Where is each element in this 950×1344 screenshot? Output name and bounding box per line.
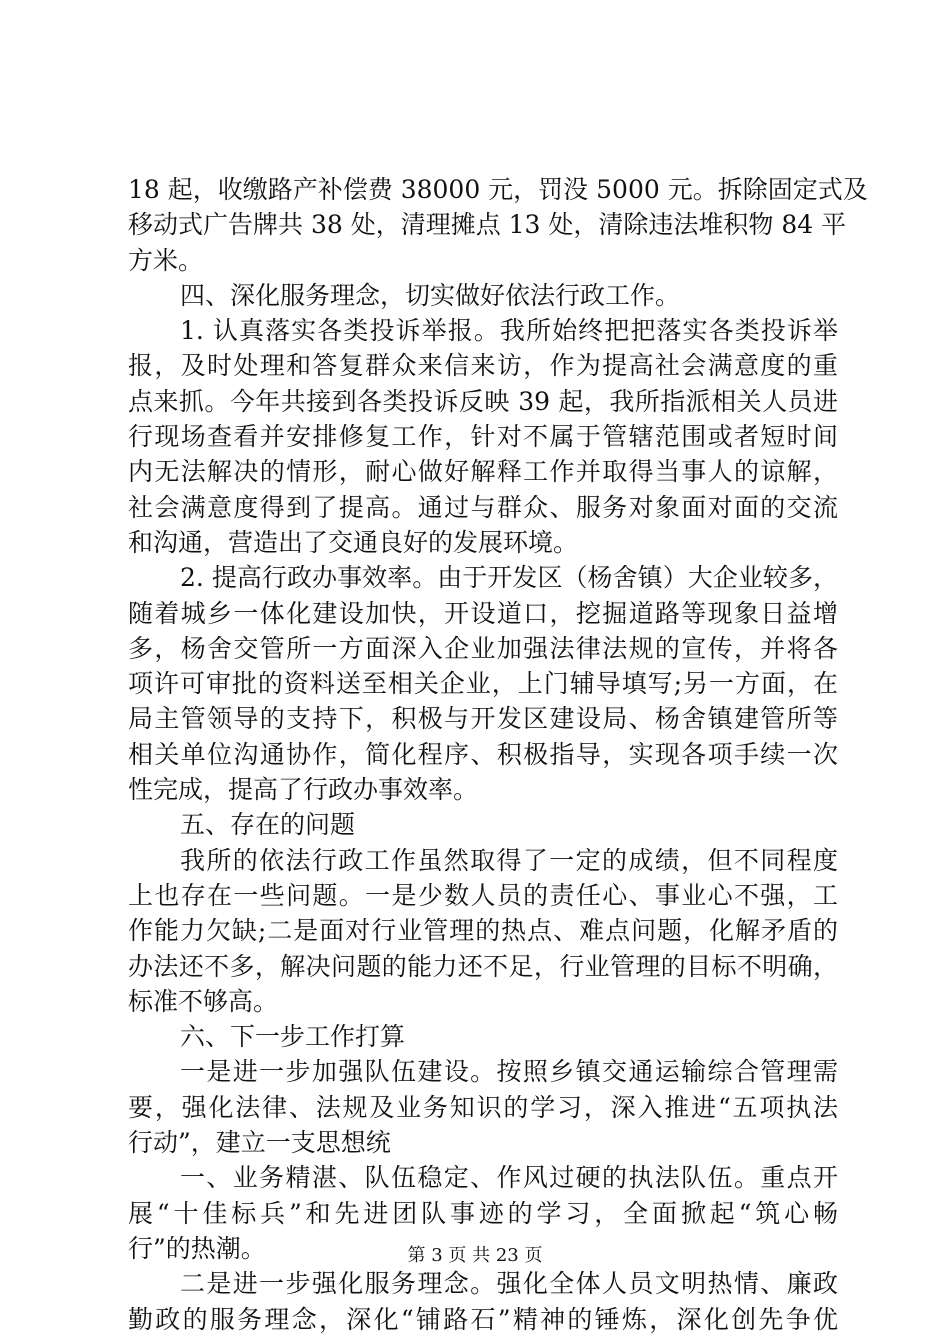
paragraph-line: 随着城乡一体化建设加快，开设道口，挖掘道路等现象日益增 (128, 598, 838, 628)
paragraph-line: 我所的依法行政工作虽然取得了一定的成绩，但不同程度 (180, 845, 838, 875)
paragraph-line: 要，强化法律、法规及业务知识的学习，深入推进“五项执法 (128, 1092, 838, 1122)
paragraph-line: 18 起，收缴路产补偿费 38000 元，罚没 5000 元。拆除固定式及 (128, 175, 868, 204)
paragraph-line: 和沟通，营造出了交通良好的发展环境。 (128, 527, 579, 557)
paragraph-line: 1. 认真落实各类投诉举报。我所始终把把落实各类投诉举 (180, 316, 838, 346)
paragraph-line: 四、深化服务理念，切实做好依法行政工作。 (180, 280, 681, 310)
paragraph-line: 勤政的服务理念，深化“铺路石”精神的锤炼，深化创先争优 (128, 1304, 838, 1334)
paragraph-line: 内无法解决的情形，耐心做好解释工作并取得当事人的谅解， (128, 457, 838, 487)
paragraph-line: 一是进一步加强队伍建设。按照乡镇交通运输综合管理需 (180, 1057, 838, 1087)
paragraph-line: 六、下一步工作打算 (180, 1022, 406, 1052)
paragraph-line: 二是进一步强化服务理念。强化全体人员文明热情、廉政 (180, 1269, 838, 1299)
page-footer: 第 3 页 共 23 页 (407, 1245, 543, 1266)
paragraph-line: 社会满意度得到了提高。通过与群众、服务对象面对面的交流 (128, 492, 838, 522)
paragraph-line: 相关单位沟通协作，简化程序、积极指导，实现各项手续一次 (128, 739, 838, 769)
paragraph-line: 项许可审批的资料送至相关企业，上门辅导填写;另一方面，在 (128, 669, 838, 699)
paragraph-line: 办法还不多，解决问题的能力还不足，行业管理的目标不明确， (128, 951, 838, 981)
paragraph-line: 行现场查看并安排修复工作，针对不属于管辖范围或者短时间 (128, 422, 838, 452)
paragraph-line: 点来抓。今年共接到各类投诉反映 39 起，我所指派相关人员进 (128, 386, 838, 416)
paragraph-line: 报，及时处理和答复群众来信来访，作为提高社会满意度的重 (128, 351, 838, 381)
paragraph-line: 性完成，提高了行政办事效率。 (128, 775, 479, 805)
paragraph-line: 展“十佳标兵”和先进团队事迹的学习，全面掀起“筑心畅 (128, 1198, 838, 1228)
paragraph-line: 方米。 (128, 245, 204, 275)
paragraph-line: 移动式广告牌共 38 处，清理摊点 13 处，清除违法堆积物 84 平 (128, 210, 847, 240)
paragraph-line: 行”的热潮。 (128, 1233, 266, 1263)
paragraph-line: 多，杨舍交管所一方面深入企业加强法律法规的宣传，并将各 (128, 633, 838, 663)
paragraph-line: 作能力欠缺;二是面对行业管理的热点、难点问题，化解矛盾的 (128, 916, 838, 946)
paragraph-line: 一、业务精湛、队伍稳定、作风过硬的执法队伍。重点开 (180, 1163, 838, 1193)
document-body (128, 172, 868, 1337)
paragraph-line: 局主管领导的支持下，积极与开发区建设局、杨舍镇建管所等 (128, 704, 838, 734)
paragraph-line: 上也存在一些问题。一是少数人员的责任心、事业心不强，工 (128, 880, 838, 910)
paragraph-line: 行动”，建立一支思想统 (128, 1128, 391, 1158)
paragraph-line: 标准不够高。 (128, 986, 279, 1016)
paragraph-line: 2. 提高行政办事效率。由于开发区（杨舍镇）大企业较多， (180, 563, 838, 593)
paragraph-line: 五、存在的问题 (180, 810, 356, 840)
